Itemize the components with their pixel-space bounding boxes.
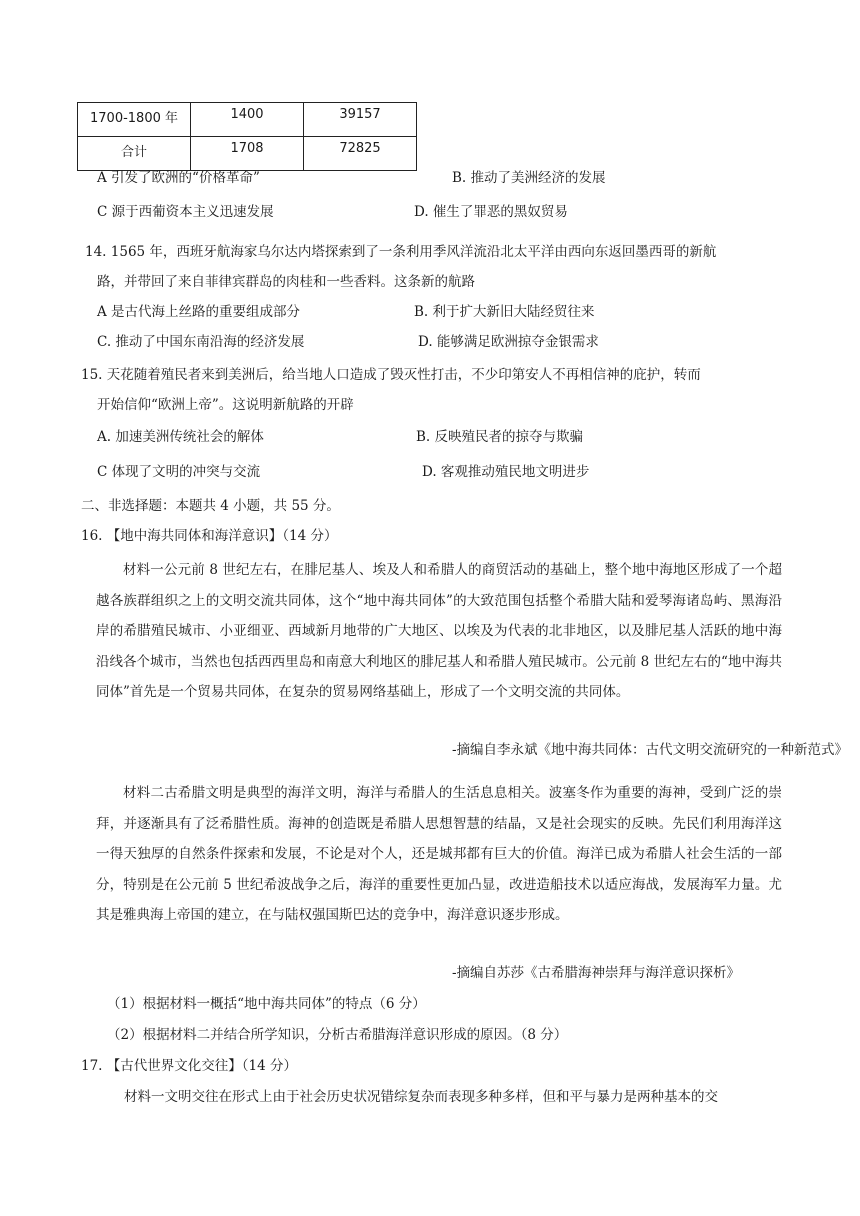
q14-option-b: B. 利于扩大新旧大陆经贸往来 xyxy=(414,304,595,320)
q14-option-d: D. 能够满足欧洲掠夺金银需求 xyxy=(418,334,599,350)
q16-source-1: -摘编自李永斌《地中海共同体：古代文明交流研究的一种新范式》 xyxy=(452,742,849,758)
q15-option-a: A. 加速美洲传统社会的解体 xyxy=(97,429,264,445)
q16-title: 16. 【地中海共同体和海洋意识】（14 分） xyxy=(81,528,338,544)
q16-subquestion-2: （2）根据材料二并结合所学知识，分析古希腊海洋意识形成的原因。（8 分） xyxy=(107,1027,568,1043)
table-cell: 合计 xyxy=(78,137,191,171)
table-cell: 1700-1800 年 xyxy=(78,103,191,137)
q16-source-2: -摘编自苏莎《古希腊海神崇拜与海洋意识探析》 xyxy=(452,965,741,981)
q16-subquestion-1: （1）根据材料一概括“地中海共同体”的特点（6 分） xyxy=(107,996,426,1012)
table-cell: 39157 xyxy=(304,103,417,137)
q13-option-c: C 源于西葡资本主义迅速发展 xyxy=(97,204,274,220)
table-cell: 72825 xyxy=(304,137,417,171)
q14-stem-line1: 14. 1565 年，西班牙航海家乌尔达内塔探索到了一条利用季风洋流沿北太平洋由西向东返回墨西哥的新航 xyxy=(85,244,717,260)
q17-material-1: 材料一文明交往在形式上由于社会历史状况错综复杂而表现多种多样，但和平与暴力是两种基本的交 xyxy=(124,1089,718,1105)
q15-option-d: D. 客观推动殖民地文明进步 xyxy=(422,464,590,480)
q13-option-a: A 引发了欧洲的“价格革命” xyxy=(97,170,260,186)
q13-option-d: D. 催生了罪恶的黑奴贸易 xyxy=(414,204,568,220)
q15-stem-line2: 开始信仰“欧洲上帝”。这说明新航路的开辟 xyxy=(97,397,354,413)
q14-option-c: C. 推动了中国东南沿海的经济发展 xyxy=(97,334,305,350)
table-cell: 1708 xyxy=(191,137,304,171)
q15-stem-line1: 15. 天花随着殖民者来到美洲后，给当地人口造成了毁灭性打击，不少印第安人不再相信神的庇护，转而 xyxy=(81,367,701,383)
table-row xyxy=(78,103,417,137)
q17-title: 17. 【古代世界文化交往】（14 分） xyxy=(81,1058,297,1074)
q14-option-a: A 是古代海上丝路的重要组成部分 xyxy=(97,304,301,320)
q16-material-2: 材料二古希腊文明是典型的海洋文明，海洋与希腊人的生活息息相关。波塞冬作为重要的海神，受到广泛的崇拜，并逐渐具有了泛希腊性质。海神的创造既是希腊人思想智慧的结晶，又是社会现实的反映。先民们利用海洋这一得天独厚的自然条件探索和发展，不论是对个人，还是城邦都有巨大的价值。海洋已成为希腊人社会生活的一部分，特别是在公元前 5 世纪希波战争之后，海洋的重要性更加凸显，改进造船技术以适应海战，发展海军力量。尤其是雅典海上帝国的建立，在与陆权强国斯巴达的竞争中，海洋意识逐步形成。 xyxy=(96,785,782,923)
q16-material-1: 材料一公元前 8 世纪左右，在腓尼基人、埃及人和希腊人的商贸活动的基础上，整个地中海地区形成了一个超越各族群组织之上的文明交流共同体，这个“地中海共同体”的大致范围包括整个希腊大陆和爱琴海诸岛屿、黑海沿岸的希腊殖民城市、小亚细亚、西域新月地带的广大地区、以埃及为代表的北非地区，以及腓尼基人活跃的地中海沿线各个城市，当然也包括西西里岛和南意大利地区的腓尼基人和希腊人殖民城市。公元前 8 世纪左右的“地中海共同体”首先是一个贸易共同体，在复杂的贸易网络基础上，形成了一个文明交流的共同体。 xyxy=(96,562,782,700)
data-table xyxy=(77,102,417,171)
table-cell: 1400 xyxy=(191,103,304,137)
q13-option-b: B. 推动了美洲经济的发展 xyxy=(452,170,606,186)
q15-option-b: B. 反映殖民者的掠夺与欺骗 xyxy=(416,429,584,445)
q14-stem-line2: 路，并带回了来自菲律宾群岛的肉桂和一些香料。这条新的航路 xyxy=(97,274,475,290)
section-heading: 二、非选择题：本题共 4 小题，共 55 分。 xyxy=(81,498,340,514)
q15-option-c: C 体现了文明的冲突与交流 xyxy=(97,464,261,480)
